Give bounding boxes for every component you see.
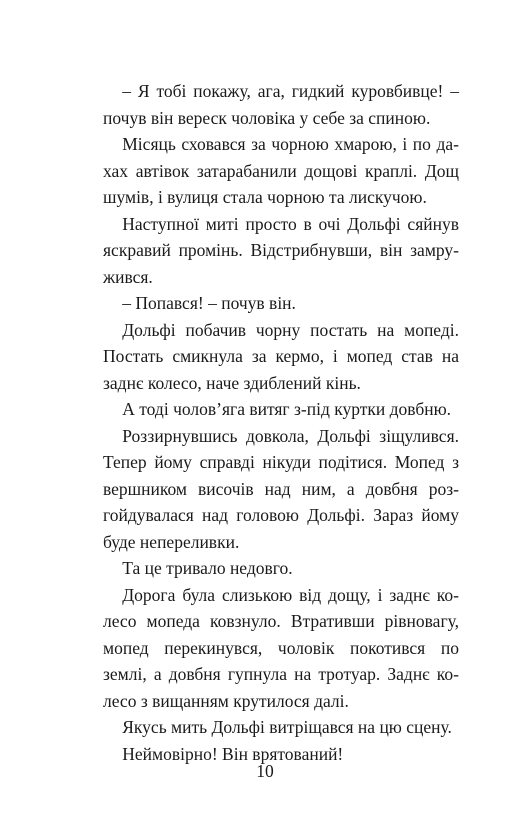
page-number: 10: [256, 761, 274, 781]
paragraph-4: – Попався! – почув він.: [122, 293, 296, 313]
paragraph-5: Дольфі побачив чорну постать на мопеді. Постать смикнула за кермо, і мопед став на заднє колесо, наче здиблений кінь.: [103, 319, 459, 393]
paragraph-10: Якусь мить Дольфі витріщався на цю сцену.: [122, 717, 452, 737]
paragraph-11: Неймовірно! Він врятований!: [122, 743, 344, 764]
paragraph-7: Роззирнувшись довкола, Дольфі зіщулився. Тепер йому справді нікуди подітися. Мопед з вершником височів над ним, а довбня розгойдувалася над головою Дольфі. Зараз йому буде непереливки.: [103, 425, 459, 552]
paragraph-1: – Я тобі покажу, ага, гидкий куровбивце! – почув він вереск чоловіка у себе за спиною.: [103, 81, 459, 128]
paragraph-8: Та це тривало недовго.: [122, 558, 293, 578]
body-text: [103, 78, 459, 767]
paragraph-3: Наступної миті просто в очі Дольфі сяйнув яскравий промінь. Відстрибнувши, він замружився.: [103, 213, 459, 287]
paragraph-2: Місяць сховався за чорною хмарою, і по дахах автівок затарабанили дощові краплі. Дощ шумів, і вулиця стала чорною та лискучою.: [103, 134, 459, 207]
paragraph-6: А тоді чолов’яга витяг з-під куртки довбню.: [122, 399, 452, 419]
paragraph-9: Дорога була слизькою від дощу, і заднє колесо мопеда ковзнуло. Втративши рівновагу, мопед перекинувся, чоловік покотився по землі, а довбня гупнула на тротуар. Заднє колесо з вищанням крутилося далі.: [103, 584, 459, 711]
